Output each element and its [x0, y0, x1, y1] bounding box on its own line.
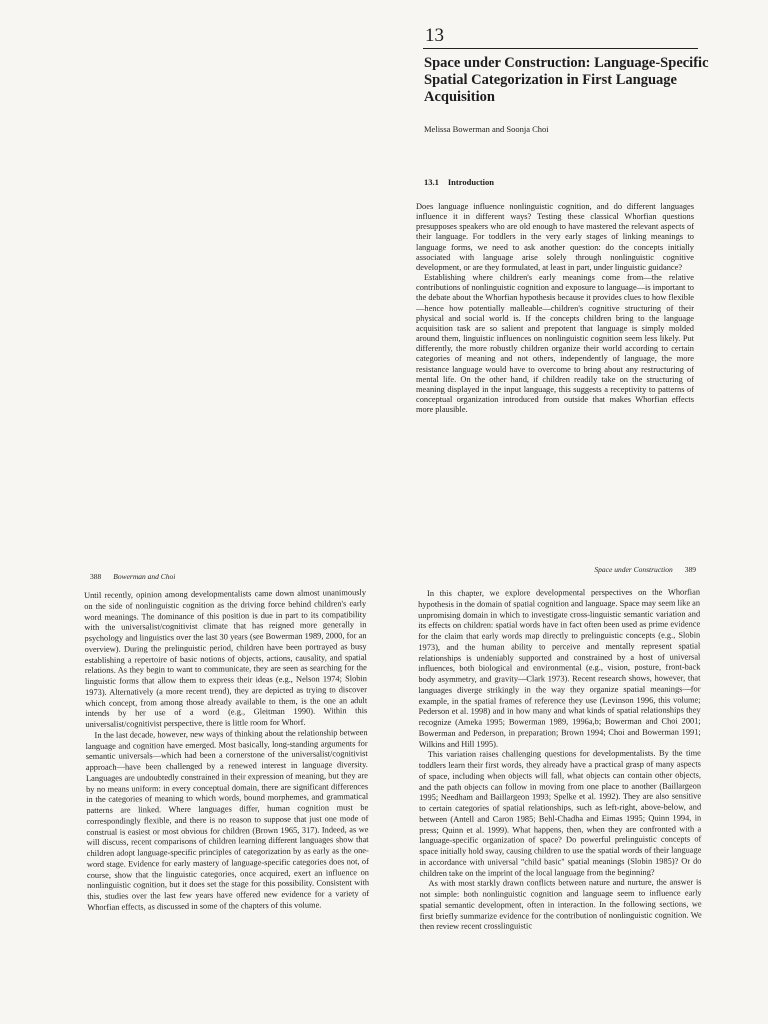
- chapter-rule: [423, 48, 698, 49]
- section-heading: [424, 177, 494, 187]
- paragraph: Establishing where children's early meanings come from—the relative contributions of nonlinguistic cognition and exposure to language—is important to the debate about the Whorfian hypothesis because it provides clues to how flexible—hence how potentially malleable—children's cognitive structuring of their physical and social world is. If the concepts children bring to the language acquisition task are so salient and prepotent that language is simply molded around them, linguistic influences on nonlinguistic cognition seem less likely. Put differently, the more robustly children organize their world according to certain categories of meaning and not others, independently of language, the more resistance language would have to overcome to bring about any restructuring of mental life. On the other hand, if children readily take on the structuring of meaning displayed in the input language, this suggests a receptivity to patterns of conceptual organization introduced from outside that makes Whorfian effects more plausible.: [416, 273, 694, 415]
- section-title: Introduction: [447, 177, 495, 187]
- chapter-authors: Melissa Bowerman and Soonja Choi: [424, 124, 549, 134]
- paragraph: Until recently, opinion among developmentalists came down almost unanimously on the side of nonlinguistic cognition as the driving force behind children's early word meanings. The dominance of this position is due in part to its compatibility with the universalist/cognitivist climate that has reigned more generally in psychology and linguistics over the last 30 years (see Bowerman 1989, 2000, for an overview). During the prelinguistic period, children have been portrayed as busy establishing a repertoire of basic notions of objects, actions, causality, and spatial relations. As they begin to want to communicate, they are seen as searching for the linguistic forms that allow them to express their ideas (e.g., Nelson 1974; Slobin 1973). Alternatively (a more recent trend), they are depicted as trying to discover which concept, from among those already available to them, is the one an adult intends by her use of a word (e.g., Gleitman 1990). Within this universalist/cognitivist perspective, there is little room for Whorf.: [84, 588, 368, 729]
- section-number: 13.1: [424, 177, 439, 187]
- running-head: [594, 565, 696, 574]
- page-389: [408, 560, 708, 1024]
- page-388: [82, 560, 382, 1024]
- running-title: Space under Construction: [594, 565, 673, 574]
- page-number: 389: [684, 565, 696, 574]
- chapter-number: 13: [425, 25, 444, 46]
- chapter-title: Space under Construction: Language-Specific Spatial Categorization in First Language Acquisition: [424, 55, 709, 105]
- introduction-text: [416, 202, 694, 415]
- paragraph: As with most starkly drawn conflicts between nature and nurture, the answer is not simple: both nonlinguistic cognition and language seem to influence early spatial semantic development, often in interaction. In the following sections, we first briefly summarize evidence for the contribution of nonlinguistic cognition. We then review recent crosslinguistic: [419, 877, 702, 932]
- paragraph: In the last decade, however, new ways of thinking about the relationship between language and cognition have emerged. Most basically, long-standing arguments for semantic universals—which had been a cornerstone of the universalist/cognitivist approach—have been challenged by a renewed interest in language diversity. Languages are undoubtedly constrained in their expression of meaning, but they are by no means uniform: in every conceptual domain, there are significant differences in the categories of meaning to which words, bound morphemes, and grammatical patterns are linked. Where languages differ, human cognition must be correspondingly flexible, and there is no reason to suppose that just one mode of construal is easiest or most obvious for children (Brown 1965, 317). Indeed, as we will discuss, recent comparisons of children learning different languages show that children adopt language-specific principles of categorization by as early as the one-word stage. Evidence for early mastery of language-specific categories does not, of course, show that the linguistic categories, once acquired, exert an influence on nonlinguistic cognition, but it does set the stage for this possibility. Consistent with this, studies over the last few years have offered new evidence for a variety of Whorfian effects, as discussed in some of the chapters of this volume.: [85, 727, 370, 912]
- paragraph: In this chapter, we explore developmental perspectives on the Whorfian hypothesis in the domain of spatial cognition and language. Space may seem like an unpromising domain in which to investigate cross-linguistic semantic variation and its effects on children: spatial words have in fact often been used as prime evidence for the claim that early words map directly to prelinguistic concepts (e.g., Slobin 1973), and the human ability to perceive and mentally represent spatial relationships is undeniably supported and constrained by a host of universal influences, both biological and environmental (e.g., vision, posture, front-back body asymmetry, and gravity—Clark 1973). Recent research shows, however, that languages diverge strikingly in the way they organize spatial meanings—for example, in the spatial frames of reference they use (Levinson 1996, this volume; Pederson et al. 1998) and in how many and what kinds of spatial relationships they recognize (Ameka 1995; Bowerman 1989, 1996a,b; Bowerman and Choi 2001; Bowerman and Pederson, in preparation; Brown 1994; Choi and Bowerman 1991; Wilkins and Hill 1995).: [418, 587, 701, 749]
- page-body: [418, 588, 702, 933]
- page-body: [84, 588, 369, 913]
- running-title: Bowerman and Choi: [113, 572, 176, 581]
- page-number: 388: [90, 572, 102, 581]
- paragraph: Does language influence nonlinguistic cognition, and do different languages influence it in different ways? Testing these classical Whorfian questions presupposes speakers who are old enough to have mastered the relevant aspects of their language. For toddlers in the very early stages of linking meanings to language forms, we need to ask another question: do the concepts initially associated with language arise solely through nonlinguistic cognitive development, or are they formulated, at least in part, under linguistic guidance?: [416, 202, 694, 272]
- running-head: [90, 572, 175, 581]
- paragraph: This variation raises challenging questions for developmentalists. By the time toddlers learn their first words, they already have a practical grasp of many aspects of space, including when objects will fall, what objects can contain other objects, and the path objects can follow in moving from one place to another (Baillargeon 1995; Needham and Baillargeon 1993; Spelke et al. 1992). They are also sensitive to certain categories of spatial relationships, such as left-right, above-below, and between (Antell and Caron 1985; Behl-Chadha and Eimas 1995; Quinn 1994, in press; Quinn et al. 1999). What happens, then, when they are confronted with a language-specific organization of space? Do powerful prelinguistic concepts of space initially hold sway, causing children to use the spatial words of their language in accordance with universal "child basic" spatial meanings (Slobin 1985)? Or do children take on the imprint of the local language from the beginning?: [418, 748, 702, 878]
